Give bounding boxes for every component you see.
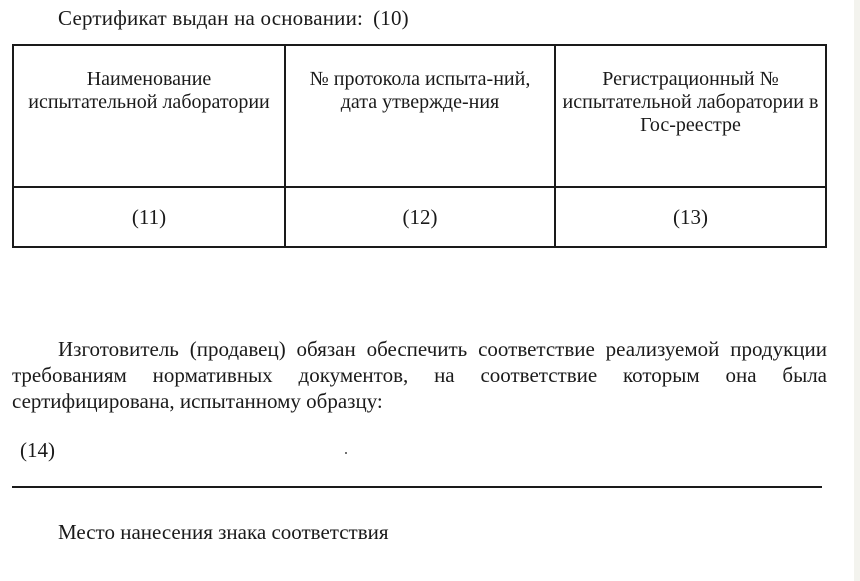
cell-13: (13) [555,187,826,247]
table-header-row [13,45,826,187]
page-edge [854,0,860,581]
basis-label: Сертификат выдан на основании: [58,6,364,30]
obligation-paragraph: Изготовитель (продавец) обязан обеспечить соответствие реализуемой продукции требованиям нормативных документов, на соответствие которым она была сертифицирована, испытанному образцу: [12,337,827,413]
table-row [13,187,826,247]
speck [345,452,347,454]
fill-line [12,486,822,488]
basis-ref: (10) [373,6,409,30]
ref-14: (14) [20,438,55,462]
laboratory-table [12,44,827,248]
cell-12: (12) [285,187,555,247]
header-registration: Регистрационный № испытательной лаборатории в Гос-реестре [555,45,826,187]
mark-place-label: Место нанесения знака соответствия [58,520,389,544]
header-lab-name: Наименование испытательной лаборатории [13,45,285,187]
basis-line [58,6,409,31]
cell-11: (11) [13,187,285,247]
header-protocol: № протокола испыта-ний, дата утвержде-ния [285,45,555,187]
